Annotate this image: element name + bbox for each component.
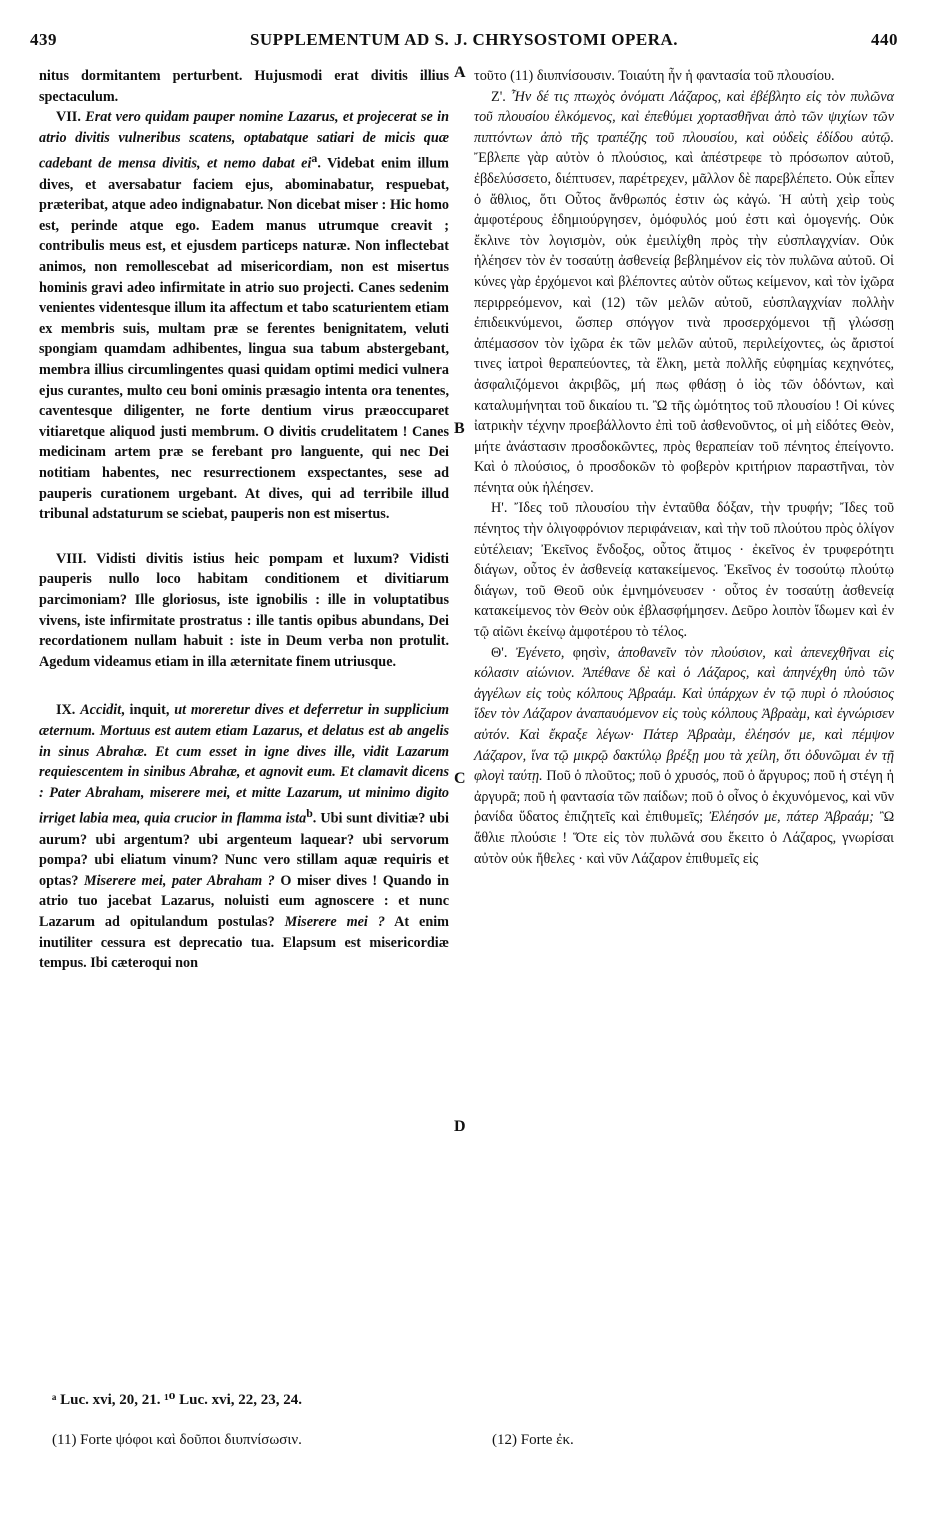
- margin-marker-d: D: [454, 1118, 466, 1135]
- running-header: [30, 30, 898, 60]
- latin-text: . Videbat enim illum dives, et aversabatur faciem ejus, abominabatur, respuebat, præteribat, atque adeo indignabatur. Non dicebat miser : Hic homo est, perinde atque ego. Eadem manus utrumque creavit ; contribulis meus est, et ejusdem particeps naturæ. Non inflectebat animos, non remollescebat ad misericordiam, non est misertus hominis gravi adeo infirmitate in atrio suo projecti. Canes sedenim venientes videntesque illum ita affectum et tabo scaturientem etiam ex membris suis, multam præ se ferentes benignitatem, veluti spongiam quamdam adhibentes, lingua sua tabum abstergebant, membra illius circumlingentes quasi quidam optimi medici vulnera ejus curantes, multo ceu boni ominis præsagio intenta ora tenentes, caventesque diligenter, ne forte dentium virus præoccuparet vitiaretque aliquod justi membrum. O divitis crudelitatem ! Canes medicinam artem præ se ferebant pro languente, qui nec Dei notitiam habentes, nec resurrectionem exspectantes, sese ad pauperis curationem urgebant. At dives, qui ad terribile illud tribunal adstaturum se sciebat, pauperis non est misertus.: [39, 156, 449, 523]
- latin-paragraph: VIII. Vidisti divitis istius heic pompam et luxum? Vidisti pauperis nullo loco habitam conditionem et divitiarum parcimoniam? Ille gloriosus, iste ignobilis : ille in voluptatibus vivens, iste infirmitate prostratus : ille tantis opibus abundans, Dei recordationem nullam habuit : iste in Deum verba non protulit. Agedum videamus etiam in illa æternitate finem utriusque.: [39, 550, 449, 670]
- latin-paragraph: [39, 107, 449, 525]
- scripture-quote: ut moreretur dives et deferretur in supplicium æternum. Mortuus est autem etiam Lazarus, et delatus est ab angelis in sinus Abrahæ. Et cum esset in igne dives ille, vidit Lazarum requiescentem in sinibus Abrahæ, et agnovit eum. Et clamavit dicens : Pater Abraham, miserere mei, et mitte Lazarum, ut minimo digito irriget labia mea, quia crucior in flamma ista: [39, 702, 450, 828]
- footnote-ref: b: [306, 806, 313, 821]
- margin-marker-a: A: [454, 64, 466, 81]
- greek-paragraph: [474, 643, 894, 870]
- greek-text: Ποῦ ὁ πλοῦτος; ποῦ ὁ χρυσός, ποῦ ὁ ἄργυρος; ποῦ ἡ στέγη ἡ ἀργυρᾶ; ποῦ ἡ φαντασία τῶν παίδων; ποῦ ὁ οἶνος ὁ ἐκχυνόμενος, καὶ νῦν ῥανίδα ὕδατος ἐπιζητεῖς καὶ ἐπιθυμεῖς;: [474, 768, 894, 826]
- latin-paragraph: [39, 700, 449, 973]
- scripture-quote: Ἐλέησόν με, πάτερ Ἀβραάμ;: [709, 809, 874, 826]
- latin-text: O miser dives ! Quando in atrio tuo jacebat Lazarus, noluisti eum agnoscere : et nunc Lazarum ad opitulandum postulas?: [39, 872, 449, 931]
- footnote-11: (11) Forte ψόφοι καὶ δοῦποι διυπνίσωσιν.: [52, 1432, 302, 1448]
- greek-paragraph: Η'. Ἴδες τοῦ πλουσίου τὴν ἐνταῦθα δόξαν, τὴν τρυφήν; Ἴδες τοῦ πένητος τὴν ὀλιγοφρόνιον περιφάνειαν, καὶ τὴν τοῦ πλούτου πρὸς ὀλίγον εὐτέλειαν; Ἐκεῖνος ἔνδοξος, οὗτος ἄτιμος · ἐκεῖνος ἐν τρυφερότητι διάγων, οὗτος ἐν ἀσθενείᾳ κατακείμενος. Ἐκεῖνος ἐν τοσούτῳ πλούτῳ διάγων, τοῦ Θεοῦ οὐκ ἐμνημόνευσεν · οὗτος ἐν τοσαύτῃ ἀσθενείᾳ κατακείμενος τὸν Θεὸν οὐκ ἐβλασφήμησεν. Δεῦρο λοιπὸν ἴδωμεν καὶ ἐν τῷ αἰῶνι ἐκείνῳ ἀμφοτέρου τὸ τέλος.: [474, 500, 894, 641]
- section-number: VII.: [56, 109, 81, 126]
- greek-text: Ἔβλεπε γὰρ αὐτὸν ὁ πλούσιος, καὶ ἀπέστρεφε τὸ πρόσωπον αὐτοῦ, ἐβδελύσσετο, διέπτυσεν, παρέτρεχεν, μᾶλλον δὲ παρεβλέπετο. Οὐκ εἶπεν ὁ ἄθλιος, ὅτι Οὗτος ἄνθρωπός ἐστιν ὡς κἀγώ. Ἡ αὐτὴ χεὶρ τοὺς ἀμφοτέρους ἐδημιούργησεν, ὁμόφυλός μού ἐστι καὶ ὁμογενής. Οὐκ ἔκλινε τὸν λογισμὸν, οὐκ ἐμειλίχθη πρὸς τὴν εὐσπλαγχνίαν. Οὐκ ἠλέησεν τὸν ἐν τοσαύτῃ ἀσθενείᾳ βεβλημένον εἰς τὸν πυλῶνα αὐτοῦ. Οἱ κύνες γὰρ ἐρχόμενοι καὶ βλέποντες αὐτὸν οὕτως κείμενον, καὶ τὸν ἰχῶρα περιρρεόμενον, καὶ (12) τῶν μελῶν αὐτοῦ, εὐσπλαγχνίαν πολλὴν ἐπιδεικνύμενοι, ὥσπερ σπόγγον τινὰ προσερχόμενοι τῇ γλώσσῃ ἀπέμασσον τὸν ἰχῶρα ἐκ τῶν μελῶν αὐτοῦ, περιλείχοντες, ὡς ἄριστοί τινες ἰατροὶ θεραπεύοντες, τὰ ἕλκη, μετὰ πολλῆς εὐφημίας κεχηνότες, ἀσφαλιζόμενοι ἀκριβῶς, μή πως φθάσῃ ὁ ἰὸς τῶν ὀδόντων, καὶ καταλυμήνηται τοῦ δικαίου τι. Ὢ τῆς ὠμότητος τοῦ πλουσίου ! Οἱ κύνες ἰατρικὴν τέχνην προεβάλλοντο ἐπὶ τοῦ ἀσθενοῦντος, οἱ μὴ εἰδότες Θεὸν, μήτε ἀνάστασιν προσδοκῶντες, πρὸς θεραπείαν τοῦ πένητος ἐπείγοντο. Καὶ ὁ πλούσιος, ὁ προσδοκῶν τὸ φοβερὸν κριτήριον παραστῆναι, τὸν πένητα οὐκ ἠλέησεν.: [474, 150, 894, 496]
- footnote-ref: a: [311, 151, 318, 166]
- scripture-quote: Miserere mei, pater Abraham ?: [83, 872, 275, 889]
- latin-paragraph: nitus dormitantem perturbent. Hujusmodi erat divitis illius spectaculum.: [39, 68, 449, 105]
- latin-text: , inquit,: [121, 702, 175, 719]
- latin-text: At enim inutiliter cessura est deprecatio tua. Elapsum est misericordiæ tempus. Ibi cæteroqui non: [39, 914, 449, 972]
- scripture-quote: Ἦν δέ τις πτωχὸς ὀνόματι Λάζαρος, καὶ ἐβέβλητο εἰς τὸν πυλῶνα τοῦ πλουσίου ἑλκόμενος, καὶ ἐπεθύμει χορτασθῆναι ἀπὸ τῶν ψιχίων τῶν πιπτόντων ἀπὸ τῆς τραπέζης τοῦ πλουσίου, καὶ οὐδεὶς ἐδίδου αὐτῷ.: [474, 88, 895, 146]
- section-number: Ζ'.: [491, 88, 506, 105]
- scripture-quote: ἀποθανεῖν τὸν πλούσιον, καὶ ἀπενεχθῆναι εἰς κόλασιν αἰώνιον. Ἀπέθανε δὲ καὶ ὁ Λάζαρος, καὶ ἀπηνέχθη ὑπὸ τῶν ἀγγέλων εἰς τοὺς κόλπους Ἀβραάμ. Καὶ ὑπάρχων ἐν τῷ πυρὶ ὁ πλούσιος ἴδεν τὸν Λάζαρον ἀναπαυόμενον εἰς τοὺς κόλπους Ἀβραὰμ, καὶ ἐγνώρισεν αὐτόν. Καὶ ἔκραξε λέγων· Πάτερ Ἀβραὰμ, ἐλέησόν με, καὶ πέμψον Λάζαρον, ἵνα τῷ μικρῷ δακτύλῳ βρέξῃ μου τὰ χείλη, ὅτι ὀδυνῶμαι ἐν τῇ φλογὶ ταύτῃ.: [474, 644, 894, 785]
- page-number-right: 440: [871, 30, 898, 49]
- greek-paragraph: [474, 87, 894, 499]
- scripture-quote: Accidit: [80, 702, 122, 719]
- latin-text: . Ubi sunt divitiæ? ubi aurum? ubi argentum? ubi argenteum laquear? ubi servorum pompa? ubi eliatum vinum? Nunc vero stillam aquæ requiris et optas?: [39, 811, 450, 889]
- greek-text: , φησὶν,: [560, 644, 618, 661]
- footnote-12: (12) Forte ἐκ.: [492, 1432, 574, 1448]
- latin-column: [39, 66, 449, 974]
- running-title: SUPPLEMENTUM AD S. J. CHRYSOSTOMI OPERA.: [249, 30, 679, 49]
- greek-column: [474, 66, 894, 869]
- greek-paragraph: τοῦτο (11) διυπνίσουσιν. Τοιαύτη ἦν ἡ φαντασία τοῦ πλουσίου.: [474, 68, 835, 84]
- section-number: Θ'.: [491, 644, 508, 661]
- page-number-left: 439: [30, 30, 57, 49]
- footnote-scripture: ᵃ Luc. xvi, 20, 21. ¹⁰ Luc. xvi, 22, 23, 24.: [52, 1392, 303, 1408]
- scripture-quote: Ἐγένετο: [515, 644, 561, 661]
- margin-marker-b: B: [454, 420, 465, 437]
- greek-text: Ὢ ἄθλιε πλούσιε ! Ὅτε εἰς τὸν πυλῶνά σου ἔκειτο ὁ Λάζαρος, γνωρίσαι αὐτὸν οὐκ ἤθελες · καὶ νῦν Λάζαρον ἐπιθυμεῖς εἰς: [474, 809, 894, 867]
- section-number: IX.: [56, 702, 76, 719]
- scripture-quote: Erat vero quidam pauper nomine Lazarus, et projecerat se in atrio divitis vulneribus scatens, optabatque satiari de micis quæ cadebant de mensa divitis, et nemo dabat ei: [39, 109, 450, 173]
- scripture-quote: Miserere mei ?: [284, 914, 385, 931]
- margin-marker-c: C: [454, 770, 466, 787]
